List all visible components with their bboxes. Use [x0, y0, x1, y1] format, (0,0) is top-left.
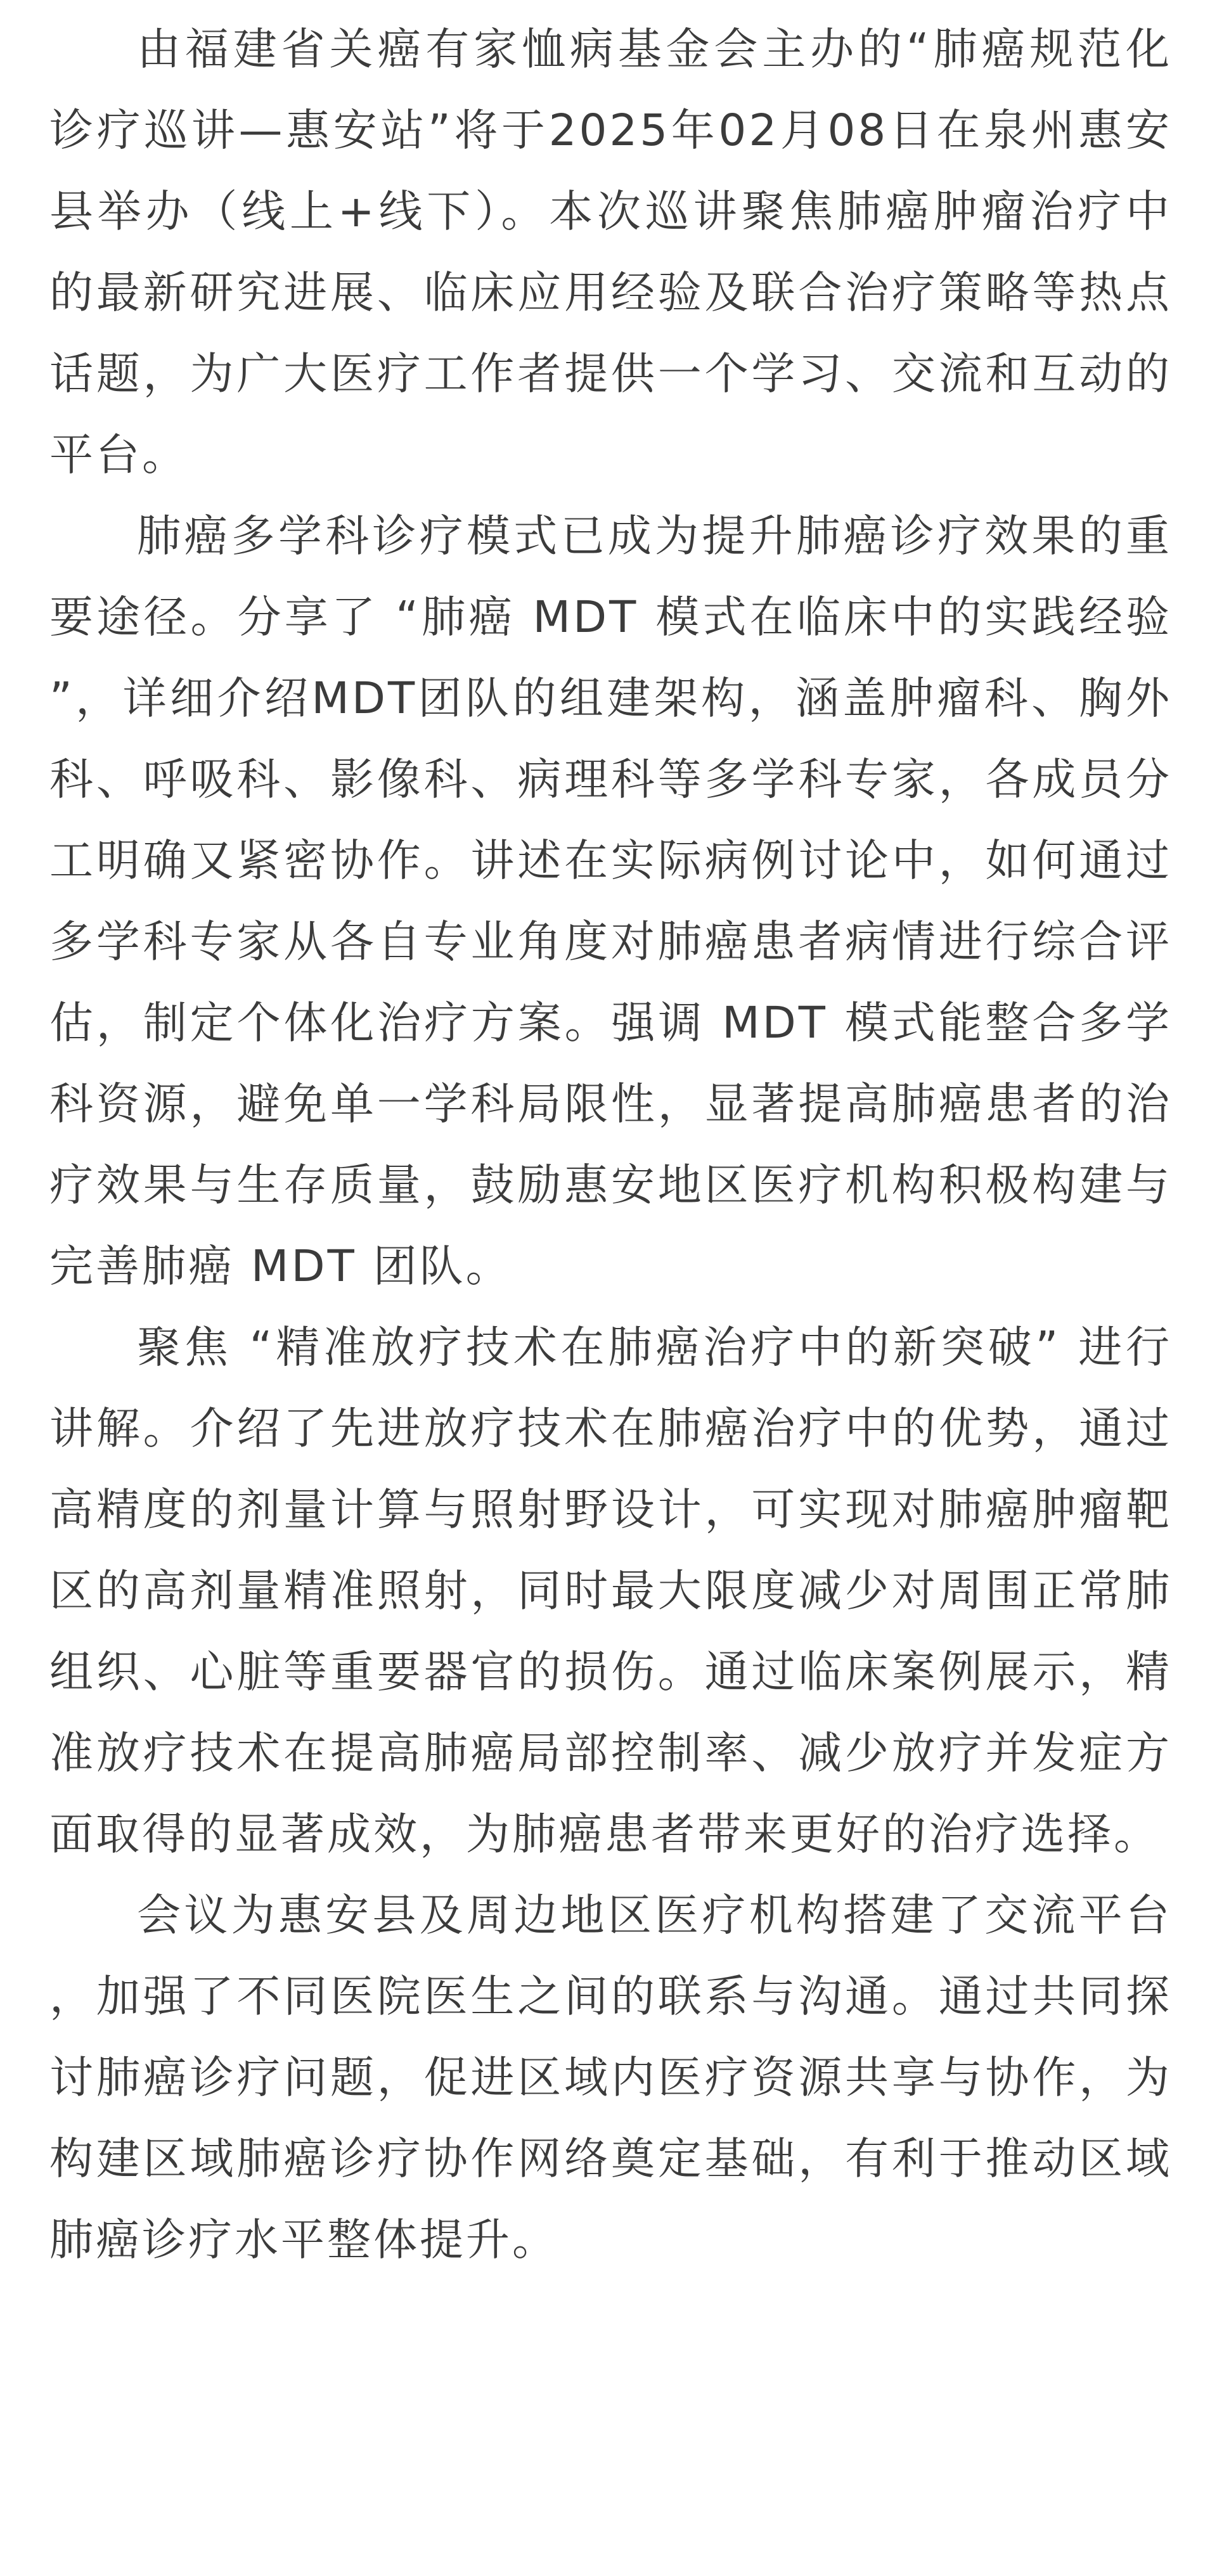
paragraph-event-intro: 由福建省关癌有家恤病基金会主办的“肺癌规范化诊疗巡讲—惠安站”将于2025年02月08日在泉州惠安县举办（线上+线下）。本次巡讲聚焦肺癌肿瘤治疗中的最新研究进展、临床应用经验及联合治疗策略等热点话题，为广大医疗工作者提供一个学习、交流和互动的平台。: [49, 24, 1172, 480]
paragraph-precision-radiotherapy: 聚焦 “精准放疗技术在肺癌治疗中的新突破” 进行讲解。介绍了先进放疗技术在肺癌治疗中的优势，通过高精度的剂量计算与照射野设计，可实现对肺癌肿瘤靶区的高剂量精准照射，同时最大限度减少对周围正常肺组织、心脏等重要器官的损伤。通过临床案例展示，精准放疗技术在提高肺癌局部控制率、减少放疗并发症方面取得的显著成效，为肺癌患者带来更好的治疗选择。: [49, 1322, 1172, 1860]
paragraph-conference-summary: 会议为惠安县及周边地区医疗机构搭建了交流平台，加强了不同医院医生之间的联系与沟通。通过共同探讨肺癌诊疗问题，促进区域内医疗资源共享与协作，为构建区域肺癌诊疗协作网络奠定基础，有利于推动区域肺癌诊疗水平整体提升。: [49, 1890, 1172, 2265]
article-body: [49, 9, 1172, 2281]
paragraph-mdt-model: 肺癌多学科诊疗模式已成为提升肺癌诊疗效果的重要途径。分享了 “肺癌 MDT 模式在临床中的实践经验”，详细介绍MDT团队的组建架构，涵盖肿瘤科、胸外科、呼吸科、影像科、病理科等多学科专家，各成员分工明确又紧密协作。讲述在实际病例讨论中，如何通过多学科专家从各自专业角度对肺癌患者病情进行综合评估，制定个体化治疗方案。强调 MDT 模式能整合多学科资源，避免单一学科局限性，显著提高肺癌患者的治疗效果与生存质量，鼓励惠安地区医疗机构积极构建与完善肺癌 MDT 团队。: [49, 511, 1172, 1292]
